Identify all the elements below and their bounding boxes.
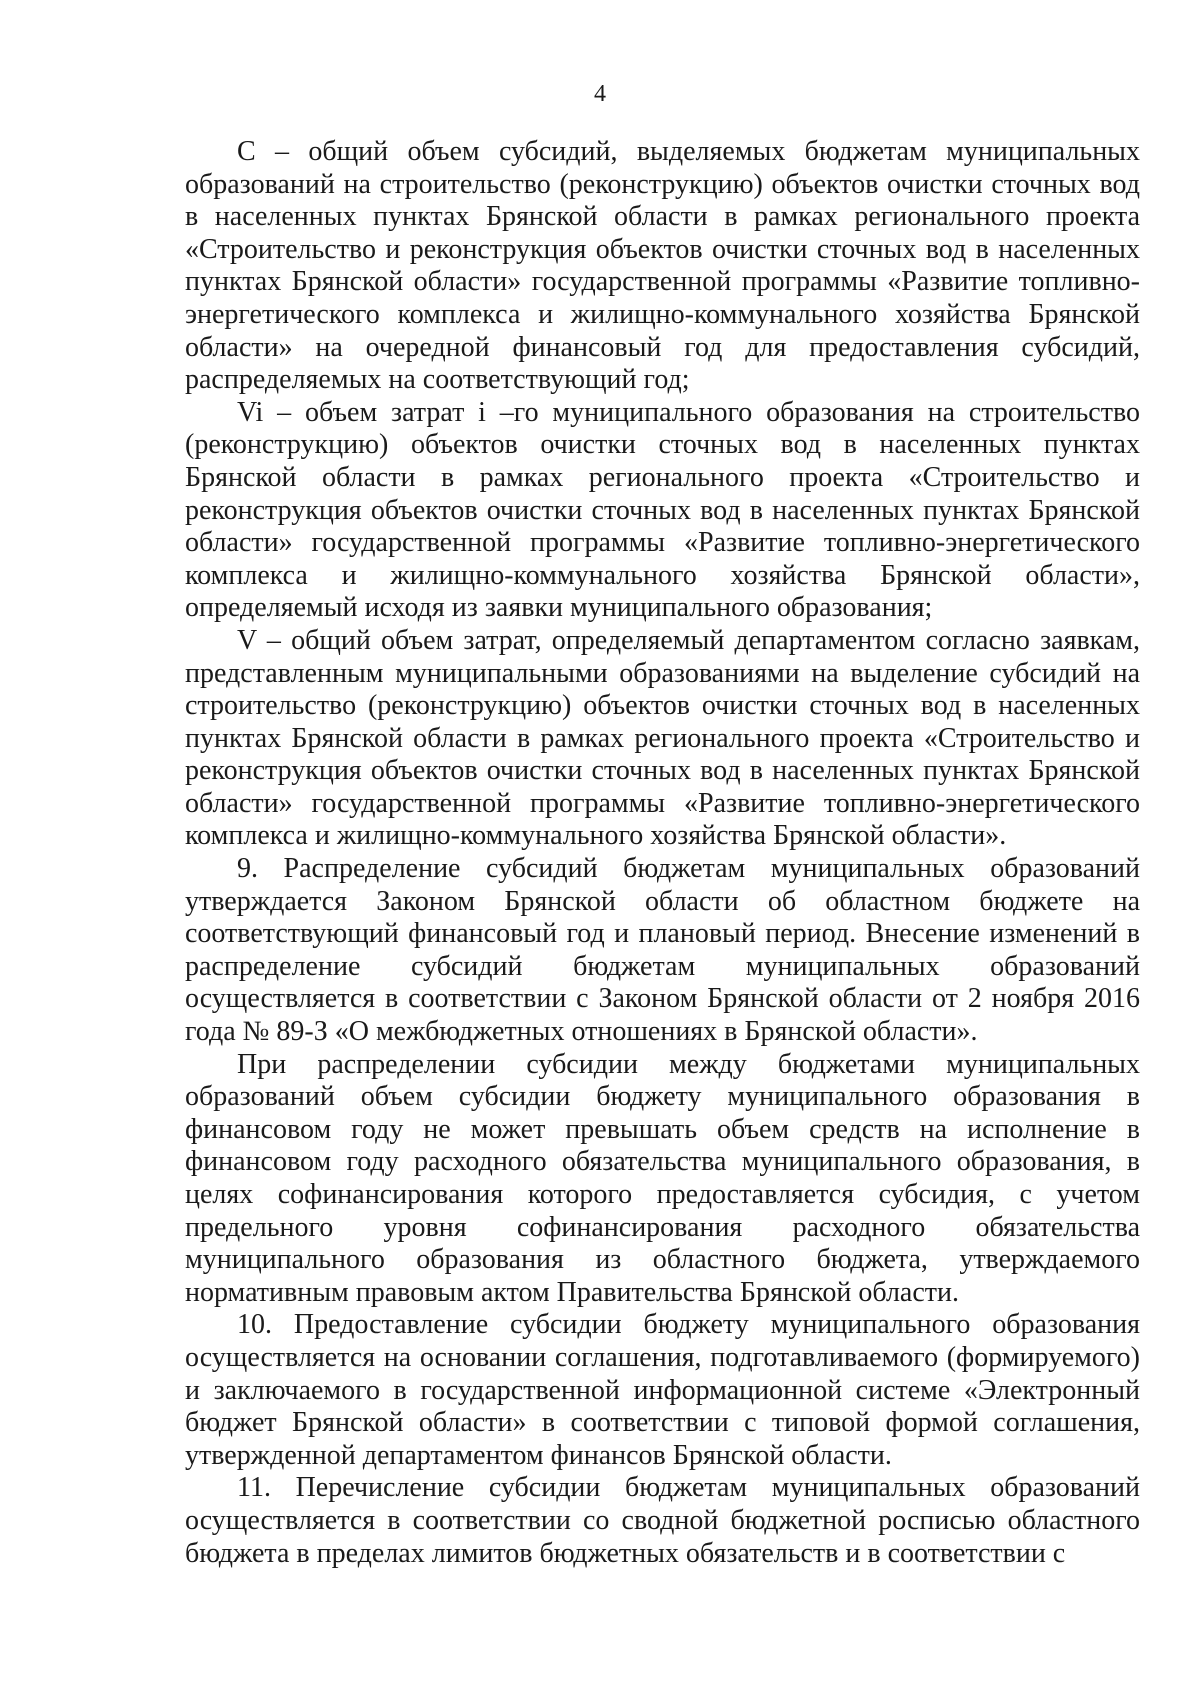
paragraph-item-11: 11. Перечисление субсидии бюджетам муниципальных образований осуществляется в соответствии со сводной бюджетной росписью областного бюджета в пределах лимитов бюджетных обязательств и в соответствии с	[185, 1472, 1140, 1569]
document-body	[185, 136, 1140, 1570]
paragraph-vi-definition: Vi – объем затрат i –го муниципального образования на строительство (реконструкцию) объектов очистки сточных вод в населенных пунктах Брянской области в рамках регионального проекта «Строительство и реконструкция объектов очистки сточных вод в населенных пунктах Брянской области» государственной программы «Развитие топливно-энергетического комплекса и жилищно-коммунального хозяйства Брянской области», определяемый исходя из заявки муниципального образования;	[185, 396, 1140, 624]
paragraph-distribution-limit: При распределении субсидии между бюджетами муниципальных образований объем субсидии бюджету муниципального образования в финансовом году не может превышать объем средств на исполнение в финансовом году расходного обязательства муниципального образования, в целях софинансирования которого предоставляется субсидия, с учетом предельного уровня софинансирования расходного обязательства муниципального образования из областного бюджета, утверждаемого нормативным правовым актом Правительства Брянской области.	[185, 1048, 1140, 1308]
paragraph-item-10: 10. Предоставление субсидии бюджету муниципального образования осуществляется на основании соглашения, подготавливаемого (формируемого) и заключаемого в государственной информационной системе «Электронный бюджет Брянской области» в соответствии с типовой формой соглашения, утвержденной департаментом финансов Брянской области.	[185, 1309, 1140, 1471]
page-number: 4	[594, 81, 606, 107]
paragraph-c-definition: С – общий объем субсидий, выделяемых бюджетам муниципальных образований на строительство (реконструкцию) объектов очистки сточных вод в населенных пунктах Брянской области в рамках регионального проекта «Строительство и реконструкция объектов очистки сточных вод в населенных пунктах Брянской области» государственной программы «Развитие топливно-энергетического комплекса и жилищно-коммунального хозяйства Брянской области» на очередной финансовый год для предоставления субсидий, распределяемых на соответствующий год;	[185, 136, 1140, 396]
paragraph-item-9: 9. Распределение субсидий бюджетам муниципальных образований утверждается Законом Брянской области об областном бюджете на соответствующий финансовый год и плановый период. Внесение изменений в распределение субсидий бюджетам муниципальных образований осуществляется в соответствии с Законом Брянской области от 2 ноября 2016 года № 89-З «О межбюджетных отношениях в Брянской области».	[185, 853, 1140, 1048]
paragraph-v-definition: V – общий объем затрат, определяемый департаментом согласно заявкам, представленным муниципальными образованиями на выделение субсидий на строительство (реконструкцию) объектов очистки сточных вод в населенных пунктах Брянской области в рамках регионального проекта «Строительство и реконструкция объектов очистки сточных вод в населенных пунктах Брянской области» государственной программы «Развитие топливно-энергетического комплекса и жилищно-коммунального хозяйства Брянской области».	[185, 624, 1140, 852]
